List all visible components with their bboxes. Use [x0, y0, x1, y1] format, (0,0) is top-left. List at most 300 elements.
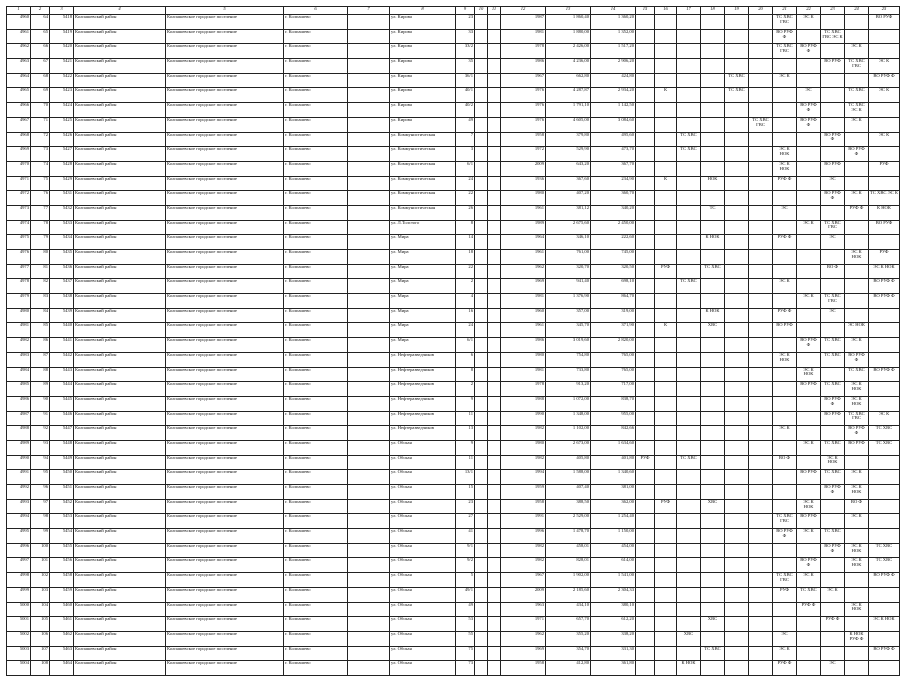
- table-cell: [677, 646, 701, 661]
- table-cell: [773, 485, 797, 500]
- table-cell: [475, 485, 488, 500]
- table-cell: ЭС К НОК: [821, 455, 845, 470]
- table-cell: ВО РУФ Ф: [797, 117, 821, 132]
- table-cell: 1991: [501, 514, 546, 529]
- table-cell: [488, 543, 501, 558]
- table-cell: [655, 29, 677, 44]
- table-cell: 5421: [50, 59, 74, 74]
- column-header: 18: [701, 7, 725, 15]
- table-cell: 1976: [501, 88, 546, 103]
- table-cell: [348, 411, 390, 426]
- table-cell: [773, 294, 797, 309]
- table-cell: ЭС К НОК: [773, 161, 797, 176]
- table-cell: 69: [31, 88, 50, 103]
- table-cell: РУФ Ф: [773, 308, 797, 323]
- table-cell: РУФ Ф: [821, 617, 845, 632]
- table-cell: [749, 602, 773, 617]
- table-cell: [677, 382, 701, 397]
- table-cell: [773, 558, 797, 573]
- table-cell: [475, 514, 488, 529]
- table-cell: [869, 323, 900, 338]
- table-cell: [677, 499, 701, 514]
- column-header: 8: [390, 7, 456, 15]
- table-cell: [348, 396, 390, 411]
- table-cell: 8: [456, 367, 475, 382]
- table-cell: [655, 646, 677, 661]
- table-cell: Колпашевский район: [74, 411, 166, 426]
- table-row: [7, 59, 900, 74]
- table-cell: 5001: [7, 617, 31, 632]
- table-cell: ул. Кирова: [390, 29, 456, 44]
- table-cell: г. Колпашево: [284, 308, 348, 323]
- table-cell: [488, 396, 501, 411]
- table-cell: [749, 352, 773, 367]
- table-cell: [749, 161, 773, 176]
- table-cell: ВО РУФ Ф: [797, 44, 821, 59]
- table-cell: [869, 631, 900, 646]
- table-cell: ТС ХВС: [701, 646, 725, 661]
- table-cell: г. Колпашево: [284, 205, 348, 220]
- table-cell: [475, 59, 488, 74]
- table-cell: Колпашевское городское поселение: [166, 396, 284, 411]
- table-row: [7, 470, 900, 485]
- table-cell: Колпашевское городское поселение: [166, 661, 284, 676]
- table-cell: Колпашевское городское поселение: [166, 514, 284, 529]
- table-cell: [488, 235, 501, 250]
- column-header: 6: [284, 7, 348, 15]
- table-cell: 1961: [501, 323, 546, 338]
- table-cell: [655, 132, 677, 147]
- table-cell: [475, 191, 488, 206]
- table-cell: Колпашевское городское поселение: [166, 88, 284, 103]
- table-cell: [488, 132, 501, 147]
- table-cell: [636, 440, 655, 455]
- table-cell: [797, 279, 821, 294]
- column-header: 25: [869, 7, 900, 15]
- table-cell: ул. Мира: [390, 323, 456, 338]
- table-cell: [677, 352, 701, 367]
- table-cell: [701, 44, 725, 59]
- table-cell: ул. Нефтеразведчиков: [390, 411, 456, 426]
- table-cell: [797, 132, 821, 147]
- table-cell: ТС ХВС ГВС: [749, 117, 773, 132]
- table-cell: [348, 646, 390, 661]
- table-cell: [821, 88, 845, 103]
- table-row: [7, 205, 900, 220]
- table-cell: [773, 220, 797, 235]
- table-cell: [475, 235, 488, 250]
- table-cell: [701, 103, 725, 118]
- table-cell: 67: [31, 59, 50, 74]
- table-cell: Колпашевское городское поселение: [166, 235, 284, 250]
- table-cell: 1960: [501, 308, 546, 323]
- table-cell: 454,00: [591, 543, 636, 558]
- table-cell: 4978: [7, 279, 31, 294]
- table-cell: [475, 161, 488, 176]
- table-cell: [655, 338, 677, 353]
- table-cell: г. Колпашево: [284, 470, 348, 485]
- table-row: [7, 411, 900, 426]
- table-cell: г. Колпашево: [284, 235, 348, 250]
- table-cell: 458,01: [546, 543, 591, 558]
- table-cell: ЭС НОК: [845, 323, 869, 338]
- table-cell: Колпашевский район: [74, 661, 166, 676]
- table-cell: [475, 176, 488, 191]
- table-cell: [725, 117, 749, 132]
- table-cell: Колпашевское городское поселение: [166, 470, 284, 485]
- table-cell: [701, 132, 725, 147]
- table-cell: 381,00: [591, 485, 636, 500]
- table-cell: 18: [456, 250, 475, 265]
- table-cell: 1959: [501, 485, 546, 500]
- table-cell: [636, 103, 655, 118]
- table-cell: 320,50: [591, 264, 636, 279]
- table-cell: ТС ХВС ГВС ЭС К: [821, 29, 845, 44]
- table-cell: ЭС К НОК: [845, 543, 869, 558]
- table-cell: ул. Кирова: [390, 88, 456, 103]
- table-cell: [636, 352, 655, 367]
- table-cell: [701, 396, 725, 411]
- table-cell: ЭС К НОК: [845, 250, 869, 265]
- table-cell: 93: [31, 440, 50, 455]
- table-cell: 717,00: [591, 382, 636, 397]
- table-cell: 1994: [501, 470, 546, 485]
- table-cell: ул. Мира: [390, 294, 456, 309]
- table-cell: [488, 455, 501, 470]
- table-cell: 5464: [50, 661, 74, 676]
- table-cell: [725, 279, 749, 294]
- table-cell: [636, 29, 655, 44]
- table-cell: [821, 44, 845, 59]
- table-row: [7, 602, 900, 617]
- table-cell: 4993: [7, 499, 31, 514]
- table-cell: [488, 250, 501, 265]
- table-cell: 81: [31, 264, 50, 279]
- table-cell: [845, 308, 869, 323]
- table-cell: 13/1: [456, 470, 475, 485]
- register-sheet: [6, 6, 899, 676]
- table-cell: ЭС: [773, 631, 797, 646]
- table-cell: 4987: [7, 411, 31, 426]
- table-cell: [797, 646, 821, 661]
- table-cell: [348, 367, 390, 382]
- table-cell: [636, 411, 655, 426]
- table-cell: [749, 587, 773, 602]
- table-cell: ТС ХВС: [845, 367, 869, 382]
- table-cell: [725, 470, 749, 485]
- table-cell: 1 588,00: [546, 470, 591, 485]
- table-cell: 4972: [7, 191, 31, 206]
- table-cell: [655, 73, 677, 88]
- table-cell: [725, 15, 749, 30]
- table-cell: [636, 59, 655, 74]
- table-cell: [655, 279, 677, 294]
- table-cell: [655, 470, 677, 485]
- table-cell: [475, 132, 488, 147]
- table-cell: [797, 426, 821, 441]
- table-cell: [636, 661, 655, 676]
- table-cell: [488, 514, 501, 529]
- table-cell: [701, 514, 725, 529]
- table-cell: Колпашевский район: [74, 161, 166, 176]
- table-cell: [677, 73, 701, 88]
- table-cell: 5002: [7, 631, 31, 646]
- table-cell: [636, 485, 655, 500]
- table-cell: 5436: [50, 264, 74, 279]
- table-cell: Колпашевский район: [74, 485, 166, 500]
- table-cell: [677, 529, 701, 544]
- table-cell: ЭС: [773, 205, 797, 220]
- table-cell: г. Колпашево: [284, 250, 348, 265]
- table-cell: 1 860,40: [546, 15, 591, 30]
- table-cell: [636, 176, 655, 191]
- table-cell: [677, 250, 701, 265]
- table-cell: [845, 587, 869, 602]
- table-cell: [845, 29, 869, 44]
- table-cell: [773, 499, 797, 514]
- table-cell: [845, 661, 869, 676]
- table-cell: [655, 543, 677, 558]
- table-cell: ул. Кирова: [390, 73, 456, 88]
- table-cell: [773, 59, 797, 74]
- table-cell: ул. Мира: [390, 279, 456, 294]
- table-cell: г. Колпашево: [284, 411, 348, 426]
- table-cell: Колпашевский район: [74, 543, 166, 558]
- table-cell: 68: [31, 73, 50, 88]
- table-cell: [488, 587, 501, 602]
- table-cell: 88: [31, 367, 50, 382]
- table-cell: 371,90: [591, 323, 636, 338]
- table-cell: [488, 279, 501, 294]
- table-cell: [348, 220, 390, 235]
- table-cell: Колпашевский район: [74, 602, 166, 617]
- table-cell: 103: [31, 587, 50, 602]
- table-cell: [797, 235, 821, 250]
- table-cell: 80: [31, 250, 50, 265]
- table-cell: ул. Коммунистическая: [390, 147, 456, 162]
- table-cell: ЭС К: [797, 15, 821, 30]
- table-cell: [677, 176, 701, 191]
- table-cell: 2 185,60: [546, 587, 591, 602]
- table-cell: г. Колпашево: [284, 264, 348, 279]
- table-cell: 2 906,20: [591, 59, 636, 74]
- table-cell: Колпашевское городское поселение: [166, 382, 284, 397]
- table-cell: [655, 308, 677, 323]
- table-cell: [773, 250, 797, 265]
- table-cell: РУФ: [655, 264, 677, 279]
- table-cell: [636, 382, 655, 397]
- table-cell: [475, 396, 488, 411]
- table-cell: ЭС К НОК: [797, 499, 821, 514]
- table-cell: [701, 426, 725, 441]
- table-cell: 5439: [50, 308, 74, 323]
- table-cell: [636, 602, 655, 617]
- table-row: [7, 426, 900, 441]
- table-cell: 49: [456, 602, 475, 617]
- table-cell: ВО РУФ Ф: [821, 396, 845, 411]
- table-cell: 5424: [50, 103, 74, 118]
- table-cell: [348, 573, 390, 588]
- table-cell: [488, 338, 501, 353]
- table-cell: [475, 382, 488, 397]
- table-cell: [725, 191, 749, 206]
- table-cell: ТС ХВС: [869, 558, 900, 573]
- table-cell: 4 287,87: [546, 88, 591, 103]
- table-cell: [655, 411, 677, 426]
- column-header: 16: [655, 7, 677, 15]
- table-cell: [821, 15, 845, 30]
- table-cell: [655, 220, 677, 235]
- table-cell: [845, 264, 869, 279]
- table-cell: [488, 352, 501, 367]
- table-cell: ул. Кирова: [390, 117, 456, 132]
- table-cell: [845, 161, 869, 176]
- table-cell: [797, 485, 821, 500]
- column-header: 12: [501, 7, 546, 15]
- table-cell: 643,20: [546, 161, 591, 176]
- table-cell: 5455: [50, 543, 74, 558]
- table-row: [7, 73, 900, 88]
- table-cell: ул. Обская: [390, 573, 456, 588]
- table-cell: ЭС К НОК: [845, 396, 869, 411]
- table-cell: 319,00: [591, 308, 636, 323]
- table-cell: Колпашевское городское поселение: [166, 147, 284, 162]
- table-cell: [869, 29, 900, 44]
- column-header: 10: [475, 7, 488, 15]
- table-cell: 1981: [501, 294, 546, 309]
- table-cell: [725, 250, 749, 265]
- table-cell: [869, 455, 900, 470]
- table-cell: ТС ХВС: [821, 470, 845, 485]
- table-cell: 5451: [50, 485, 74, 500]
- table-cell: ЭС К: [845, 338, 869, 353]
- table-cell: 76: [31, 191, 50, 206]
- table-cell: [488, 529, 501, 544]
- table-cell: [677, 29, 701, 44]
- table-cell: [725, 396, 749, 411]
- table-cell: [655, 294, 677, 309]
- table-cell: 362,00: [591, 499, 636, 514]
- table-cell: [348, 514, 390, 529]
- table-cell: ЭС К: [773, 279, 797, 294]
- table-cell: Колпашевский район: [74, 176, 166, 191]
- table-cell: [677, 411, 701, 426]
- table-cell: 26: [456, 205, 475, 220]
- table-cell: 5463: [50, 646, 74, 661]
- table-cell: Колпашевское городское поселение: [166, 44, 284, 59]
- table-cell: 9/2: [456, 558, 475, 573]
- table-cell: К НОК: [701, 235, 725, 250]
- table-cell: [749, 176, 773, 191]
- table-cell: 5426: [50, 132, 74, 147]
- table-cell: 1958: [501, 132, 546, 147]
- table-cell: Колпашевское городское поселение: [166, 587, 284, 602]
- table-cell: [749, 132, 773, 147]
- table-cell: Колпашевский район: [74, 338, 166, 353]
- table-cell: 4986: [7, 396, 31, 411]
- table-cell: ВО РУФ Ф: [845, 352, 869, 367]
- table-cell: Колпашевский район: [74, 558, 166, 573]
- table-cell: Колпашевское городское поселение: [166, 455, 284, 470]
- table-cell: [749, 470, 773, 485]
- table-cell: К: [655, 176, 677, 191]
- table-cell: ТС ХВС ЭС К: [845, 103, 869, 118]
- table-cell: [636, 191, 655, 206]
- table-cell: [797, 264, 821, 279]
- table-cell: ВО РУФ: [773, 323, 797, 338]
- table-cell: [655, 367, 677, 382]
- table-cell: 1967: [501, 573, 546, 588]
- table-cell: 1967: [501, 73, 546, 88]
- table-cell: [475, 440, 488, 455]
- table-cell: 1 791,10: [546, 103, 591, 118]
- table-cell: ТС ХВС ГВС: [773, 573, 797, 588]
- table-cell: [773, 191, 797, 206]
- table-cell: [725, 352, 749, 367]
- table-cell: 5462: [50, 631, 74, 646]
- table-cell: [348, 176, 390, 191]
- table-body: [7, 15, 900, 676]
- table-row: [7, 382, 900, 397]
- table-cell: 92: [31, 426, 50, 441]
- table-cell: 102: [31, 573, 50, 588]
- table-cell: ВО РУФ Ф: [821, 191, 845, 206]
- table-cell: [677, 117, 701, 132]
- table-cell: [701, 558, 725, 573]
- table-cell: ЭС К: [869, 411, 900, 426]
- table-cell: 1982: [501, 455, 546, 470]
- table-cell: [725, 382, 749, 397]
- table-cell: 53: [456, 617, 475, 632]
- table-cell: Колпашевский район: [74, 631, 166, 646]
- table-cell: ВО РУФ: [821, 411, 845, 426]
- table-cell: Колпашевское городское поселение: [166, 367, 284, 382]
- table-cell: Колпашевское городское поселение: [166, 499, 284, 514]
- table-cell: 5445: [50, 396, 74, 411]
- table-cell: [749, 367, 773, 382]
- table-cell: ул. Мира: [390, 308, 456, 323]
- table-cell: [636, 646, 655, 661]
- table-cell: 5447: [50, 426, 74, 441]
- table-cell: [821, 117, 845, 132]
- table-cell: г. Колпашево: [284, 161, 348, 176]
- table-cell: [701, 587, 725, 602]
- table-cell: [797, 308, 821, 323]
- table-cell: [725, 59, 749, 74]
- table-cell: 612,20: [591, 617, 636, 632]
- table-cell: [701, 367, 725, 382]
- table-cell: 75: [31, 176, 50, 191]
- table-cell: 1 150,00: [591, 529, 636, 544]
- table-cell: [677, 587, 701, 602]
- table-cell: ВО РУФ: [797, 514, 821, 529]
- table-cell: [677, 485, 701, 500]
- table-cell: [821, 147, 845, 162]
- table-cell: [797, 191, 821, 206]
- table-cell: [725, 147, 749, 162]
- table-cell: ул. Обская: [390, 514, 456, 529]
- table-cell: [488, 602, 501, 617]
- table-cell: [655, 455, 677, 470]
- table-cell: 5461: [50, 617, 74, 632]
- table-cell: 4980: [7, 308, 31, 323]
- table-row: [7, 103, 900, 118]
- column-header: 24: [845, 7, 869, 15]
- table-cell: [749, 103, 773, 118]
- table-cell: 5438: [50, 294, 74, 309]
- table-cell: 5433: [50, 220, 74, 235]
- table-cell: 662,80: [546, 73, 591, 88]
